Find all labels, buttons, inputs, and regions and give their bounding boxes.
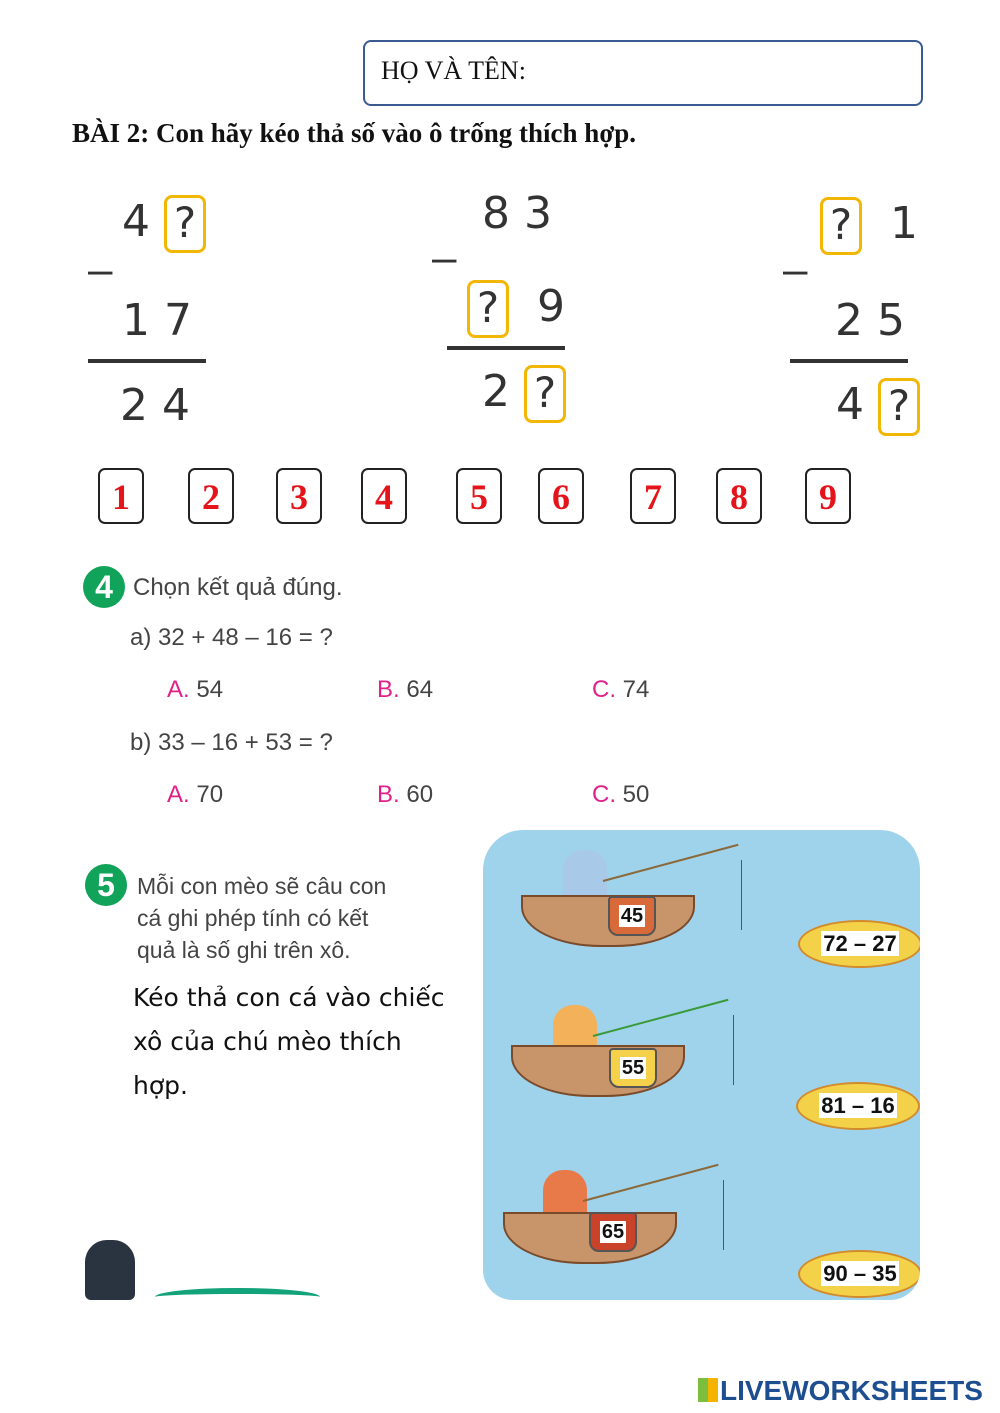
fish-card[interactable]: 72 – 27 xyxy=(798,920,920,968)
drop-slot[interactable]: ? xyxy=(164,195,206,253)
divider-line xyxy=(88,359,206,363)
number-tile[interactable]: 2 xyxy=(188,468,234,524)
p1-top xyxy=(122,195,206,253)
p2-top: 83 xyxy=(482,188,566,239)
fishing-rod xyxy=(583,1164,719,1202)
divider-line xyxy=(447,346,565,350)
drop-slot[interactable]: ? xyxy=(467,280,509,338)
option-a-A[interactable]: A. 54 xyxy=(167,676,224,703)
fishing-line xyxy=(741,860,742,930)
option-b-A[interactable]: A. 70 xyxy=(167,781,224,808)
question-b: b) 33 – 16 + 53 = ? xyxy=(130,729,333,756)
ex5-instruction: Kéo thả con cá vào chiếc xô của chú mèo thích hợp. xyxy=(133,983,445,1100)
p3-result: 4 ? xyxy=(836,378,920,436)
p3-bottom: 25 xyxy=(835,295,919,346)
p3-top: ? 1 xyxy=(820,197,932,255)
liveworksheets-logo: LIVEWORKSHEETS xyxy=(698,1375,983,1407)
number-tile[interactable]: 8 xyxy=(716,468,762,524)
fishing-line xyxy=(723,1180,724,1250)
number-tile[interactable]: 5 xyxy=(456,468,502,524)
number-tile[interactable]: 6 xyxy=(538,468,584,524)
name-label: HỌ VÀ TÊN: xyxy=(381,56,526,85)
exercise-title: BÀI 2: Con hãy kéo thả số vào ô trống thích hợp. xyxy=(72,118,637,148)
ex5-text: Mỗi con mèo sẽ câu con cá ghi phép tính có kết quả là số ghi trên xô. xyxy=(137,873,387,963)
fishing-rod xyxy=(593,999,729,1037)
fishing-line xyxy=(733,1015,734,1085)
divider-line xyxy=(790,359,908,363)
fish-card[interactable]: 81 – 16 xyxy=(796,1082,920,1130)
number-tile[interactable]: 3 xyxy=(276,468,322,524)
drop-slot[interactable]: ? xyxy=(878,378,920,436)
minus-sign: – xyxy=(783,245,808,294)
p2-bottom: ? 9 xyxy=(467,280,579,338)
ex4-heading: Chọn kết quả đúng. xyxy=(133,574,343,601)
number-tile[interactable]: 1 xyxy=(98,468,144,524)
p1-bottom: 17 xyxy=(122,295,206,346)
logo-icon xyxy=(698,1378,718,1402)
exercise-number-badge: 5 xyxy=(85,864,127,906)
number-tile[interactable]: 4 xyxy=(361,468,407,524)
boat xyxy=(511,1045,685,1097)
exercise-number-badge: 4 xyxy=(83,566,125,608)
bucket[interactable]: 45 xyxy=(608,896,656,936)
number-tile[interactable]: 9 xyxy=(805,468,851,524)
minus-sign: – xyxy=(432,233,457,282)
option-a-C[interactable]: C. 74 xyxy=(592,676,650,703)
minus-sign: – xyxy=(88,245,113,294)
fishing-rod xyxy=(603,844,739,882)
decorative-wave xyxy=(155,1288,320,1306)
fish-card[interactable]: 90 – 35 xyxy=(798,1250,920,1298)
name-field[interactable] xyxy=(363,40,923,106)
option-a-B[interactable]: B. 64 xyxy=(377,676,434,703)
drop-slot[interactable]: ? xyxy=(820,197,862,255)
option-b-B[interactable]: B. 60 xyxy=(377,781,434,808)
bucket[interactable]: 55 xyxy=(609,1048,657,1088)
p1-result: 24 xyxy=(120,380,204,431)
bucket[interactable]: 65 xyxy=(589,1212,637,1252)
fishing-illustration xyxy=(483,830,920,1300)
digit: 4 xyxy=(122,196,164,247)
number-tile[interactable]: 7 xyxy=(630,468,676,524)
drop-slot[interactable]: ? xyxy=(524,365,566,423)
robot-mascot-icon xyxy=(85,1240,135,1300)
p2-result: 2 ? xyxy=(482,365,566,423)
question-a: a) 32 + 48 – 16 = ? xyxy=(130,624,333,651)
option-b-C[interactable]: C. 50 xyxy=(592,781,650,808)
